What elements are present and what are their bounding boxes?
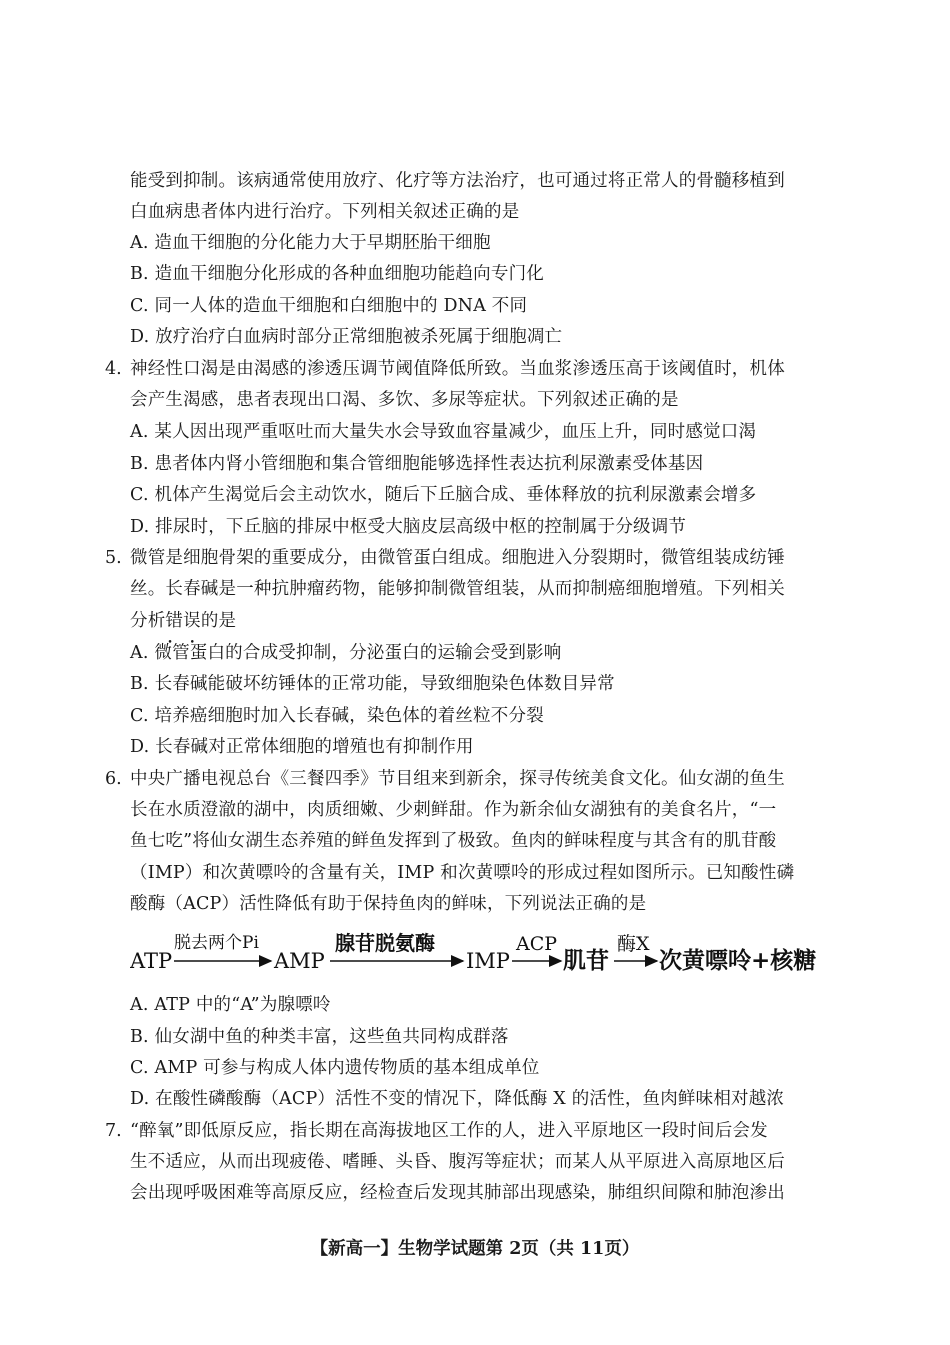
q7-stem-line-3: 会出现呼吸困难等高原反应，经检查后发现其肺部出现感染，肺组织间隙和肺泡渗出 [130, 1183, 785, 1203]
q6-stem-line-2: 长在水质澄澈的湖中，肉质细嫩、少刺鲜甜。作为新余仙女湖独有的美食名片，“一 [130, 800, 777, 820]
imp-formation-pathway-diagram [130, 928, 820, 978]
imp-label: IMP [466, 949, 510, 973]
q6-option-a: A. ATP 中的“A”为腺嘌呤 [130, 995, 331, 1015]
q6-stem-line-1: 中央广播电视总台《三餐四季》节目组来到新余，探寻传统美食文化。仙女湖的鱼生 [130, 769, 785, 789]
q5-option-a: A. 微管蛋白的合成受抑制，分泌蛋白的运输会受到影响 [130, 643, 562, 663]
q4-number: 4. [105, 359, 122, 379]
q5-stem-line-3 [130, 609, 236, 633]
acp-label: ACP [516, 933, 558, 955]
q3-option-d: D. 放疗治疗白血病时部分正常细胞被杀死属于细胞凋亡 [130, 327, 563, 347]
q6-stem-line-5: 酸酶（ACP）活性降低有助于保持鱼肉的鲜味，下列说法正确的是 [130, 894, 647, 914]
q5-option-d: D. 长春碱对正常体细胞的增殖也有抑制作用 [130, 737, 474, 757]
q5-option-b: B. 长春碱能破坏纺锤体的正常功能，导致细胞染色体数目异常 [130, 674, 615, 694]
hypoxanthine-ribose-label: 次黄嘌呤+核糖 [659, 947, 817, 974]
q6-number: 6. [105, 769, 122, 789]
q7-number: 7. [105, 1121, 122, 1141]
q6-option-d: D. 在酸性磷酸酶（ACP）活性不变的情况下，降低酶 X 的活性，鱼肉鲜味相对越浓 [130, 1089, 785, 1109]
q4-option-a: A. 某人因出现严重呕吐而大量失水会导致血容量减少，血压上升，同时感觉口渴 [130, 422, 757, 442]
q5-stem-line-1: 微管是细胞骨架的重要成分，由微管蛋白组成。细胞进入分裂期时，微管组装成纺锤 [130, 548, 785, 568]
q3-option-c: C. 同一人体的造血干细胞和白细胞中的 DNA 不同 [130, 296, 528, 316]
q7-stem-line-1: “醉氧”即低原反应，指长期在高海拔地区工作的人，进入平原地区一段时间后会发 [130, 1121, 768, 1141]
inosine-label: 肌苷 [563, 947, 609, 974]
adenosine-deaminase-label: 腺苷脱氨酶 [335, 931, 435, 955]
q4-option-b: B. 患者体内肾小管细胞和集合管细胞能够选择性表达抗利尿激素受体基因 [130, 454, 704, 474]
q4-stem-line-1: 神经性口渴是由渴感的渗透压调节阈值降低所致。当血浆渗透压高于该阈值时，机体 [130, 359, 785, 379]
q5-stem-line-3-post: 的是 [200, 611, 237, 631]
remove-two-pi-label: 脱去两个Pi [174, 933, 259, 953]
q6-stem-line-4: （IMP）和次黄嘌呤的含量有关，IMP 和次黄嘌呤的形成过程如图所示。已知酸性磷 [130, 863, 795, 883]
q4-option-c: C. 机体产生渴觉后会主动饮水，随后下丘脑合成、垂体释放的抗利尿激素会增多 [130, 485, 757, 505]
q3-option-b: B. 造血干细胞分化形成的各种血细胞功能趋向专门化 [130, 264, 544, 284]
q3-stem-line-2: 白血病患者体内进行治疗。下列相关叙述正确的是 [130, 202, 520, 222]
q5-emphasis-wrong: 错误 • • [165, 611, 200, 631]
q7-stem-line-2: 生不适应，从而出现疲倦、嗜睡、头昏、腹泻等症状；而某人从平原进入高原地区后 [130, 1152, 785, 1172]
q5-number: 5. [105, 548, 122, 568]
enzyme-x-label: 酶X [617, 933, 650, 955]
q6-stem-line-3: 鱼七吃”将仙女湖生态养殖的鲜鱼发挥到了极致。鱼肉的鲜味程度与其含有的肌苷酸 [130, 831, 777, 851]
page-footer: 【新高一】生物学试题第 2页（共 11页） [310, 1239, 640, 1259]
q6-option-b: B. 仙女湖中鱼的种类丰富，这些鱼共同构成群落 [130, 1027, 509, 1047]
q5-option-c: C. 培养癌细胞时加入长春碱，染色体的着丝粒不分裂 [130, 706, 544, 726]
q3-stem-line-1: 能受到抑制。该病通常使用放疗、化疗等方法治疗，也可通过将正常人的骨髓移植到 [130, 171, 785, 191]
q3-option-a: A. 造血干细胞的分化能力大于早期胚胎干细胞 [130, 233, 491, 253]
q4-stem-line-2: 会产生渴感，患者表现出口渴、多饮、多尿等症状。下列叙述正确的是 [130, 390, 679, 410]
atp-label: ATP [130, 949, 173, 973]
q5-stem-line-3-pre: 分析 [130, 611, 166, 631]
q6-option-c: C. AMP 可参与构成人体内遗传物质的基本组成单位 [130, 1058, 540, 1078]
q5-stem-line-2: 丝。长春碱是一种抗肿瘤药物，能够抑制微管组装，从而抑制癌细胞增殖。下列相关 [130, 579, 785, 599]
amp-label: AMP [274, 949, 325, 973]
q4-option-d: D. 排尿时，下丘脑的排尿中枢受大脑皮层高级中枢的控制属于分级调节 [130, 517, 687, 537]
